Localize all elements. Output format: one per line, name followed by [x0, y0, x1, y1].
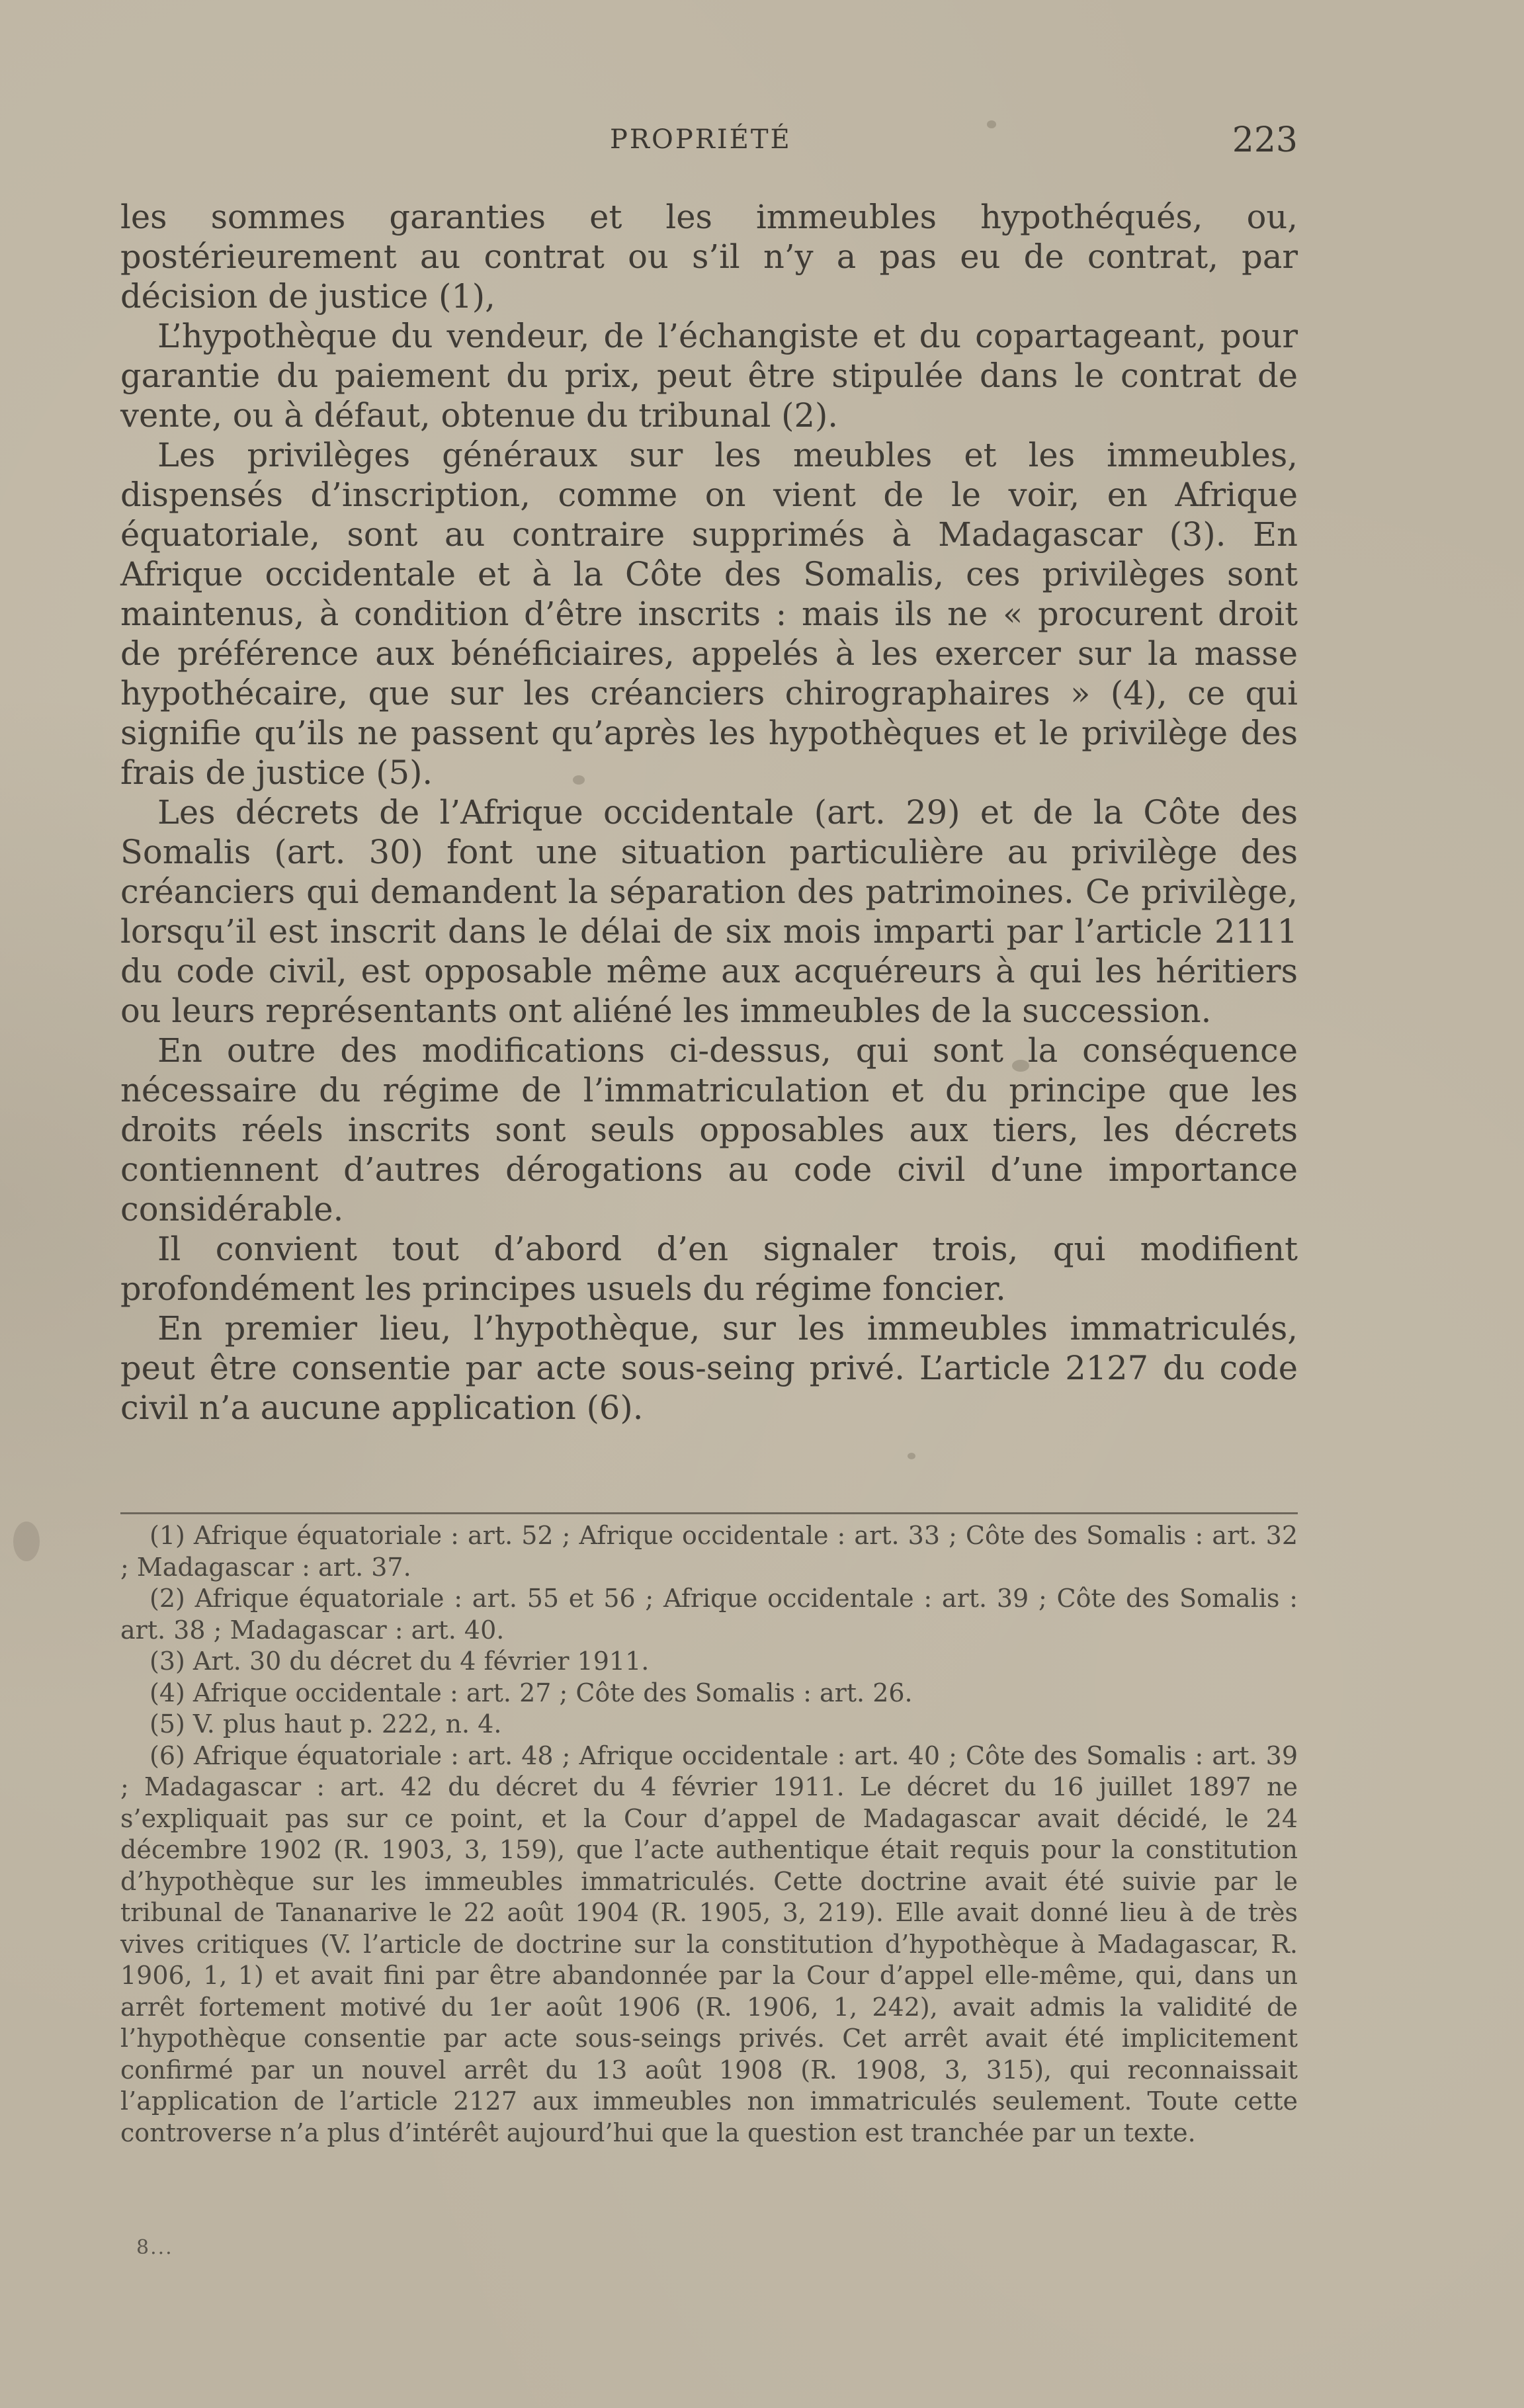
paragraph: En outre des modifications ci-dessus, qui sont la conséquence nécessaire du régime de l’immatriculation et du principe que les droits réels inscrits sont seuls opposables aux tiers, les décrets contiennent d’autres dérogations au code civil d’une importance considérable.	[120, 1031, 1298, 1228]
footnote: (2) Afrique équatoriale : art. 55 et 56 ; Afrique occidentale : art. 39 ; Côte des Somalis : art. 38 ; Madagascar : art. 40.	[120, 1584, 1298, 1645]
page-header	[120, 119, 1298, 159]
running-title: PROPRIÉTÉ	[610, 124, 792, 155]
main-text	[120, 197, 1298, 1428]
footnote: (3) Art. 30 du décret du 4 février 1911.	[149, 1647, 650, 1676]
printer-signature-mark: 8...	[136, 2236, 173, 2259]
page-number: 223	[1232, 120, 1298, 160]
footnote-separator	[120, 1512, 1298, 1514]
paragraph: Les décrets de l’Afrique occidentale (art. 29) et de la Côte des Somalis (art. 30) font une situation particulière au privilège des créanciers qui demandent la séparation des patrimoines. Ce privilège, lorsqu’il est inscrit dans le délai de six mois imparti par l’article 2111 du code civil, est opposable même aux acquéreurs à qui les héritiers ou leurs représentants ont aliéné les immeubles de la succession.	[120, 793, 1298, 1030]
footnote: (6) Afrique équatoriale : art. 48 ; Afrique occidentale : art. 40 ; Côte des Somalis : art. 39 ; Madagascar : art. 42 du décret du 4 février 1911. Le décret du 16 juillet 1897 ne s’expliquait pas sur ce point, et la Cour d’appel de Madagascar avait décidé, le 24 décembre 1902 (R. 1903, 3, 159), que l’acte authentique était requis pour la constitution d’hypothèque sur les immeubles immatriculés. Cette doctrine avait été suivie par le tribunal de Tananarive le 22 août 1904 (R. 1905, 3, 219). Elle avait donné lieu à de très vives critiques (V. l’article de doctrine sur la constitution d’hypothèque à Madagascar, R. 1906, 1, 1) et avait fini par être abandonnée par la Cour d’appel elle-même, qui, dans un arrêt fortement motivé du 1er août 1906 (R. 1906, 1, 242), avait admis la validité de l’hypothèque consentie par acte sous-seings privés. Cet arrêt avait été implicitement confirmé par un nouvel arrêt du 13 août 1908 (R. 1908, 3, 315), qui reconnaissait l’application de l’article 2127 aux immeubles non immatriculés seulement. Toute cette controverse n’a plus d’intérêt aujourd’hui que la question est tranchée par un texte.	[120, 1741, 1298, 2147]
paragraph: En premier lieu, l’hypothèque, sur les immeubles immatriculés, peut être consentie par acte sous-seing privé. L’article 2127 du code civil n’a aucune application (6).	[120, 1309, 1298, 1427]
paragraph: les sommes garanties et les immeubles hypothéqués, ou, postérieurement au contrat ou s’il n’y a pas eu de contrat, par décision de justice (1),	[120, 198, 1298, 316]
footnote: (5) V. plus haut p. 222, n. 4.	[149, 1709, 502, 1739]
paragraph: Il convient tout d’abord d’en signaler trois, qui modifient profondément les principes usuels du régime foncier.	[120, 1230, 1298, 1308]
paragraph: Les privilèges généraux sur les meubles et les immeubles, dispensés d’inscription, comme on vient de le voir, en Afrique équatoriale, sont au contraire supprimés à Madagascar (3). En Afrique occidentale et à la Côte des Somalis, ces privilèges sont maintenus, à condition d’être inscrits : mais ils ne « procurent droit de préférence aux bénéficiaires, appelés à les exercer sur la masse hypothécaire, que sur les créanciers chirographaires » (4), ce qui signifie qu’ils ne passent qu’après les hypothèques et le privilège des frais de justice (5).	[120, 436, 1298, 792]
footnotes	[120, 1520, 1298, 2149]
paragraph: L’hypothèque du vendeur, de l’échangiste et du copartageant, pour garantie du paiement du prix, peut être stipulée dans le contrat de vente, ou à défaut, obtenue du tribunal (2).	[120, 317, 1298, 435]
footnote: (1) Afrique équatoriale : art. 52 ; Afrique occidentale : art. 33 ; Côte des Somalis : art. 32 ; Madagascar : art. 37.	[120, 1521, 1298, 1582]
paper-stain	[13, 1522, 40, 1561]
footnote: (4) Afrique occidentale : art. 27 ; Côte des Somalis : art. 26.	[149, 1678, 913, 1707]
paper-stain	[908, 1453, 915, 1459]
